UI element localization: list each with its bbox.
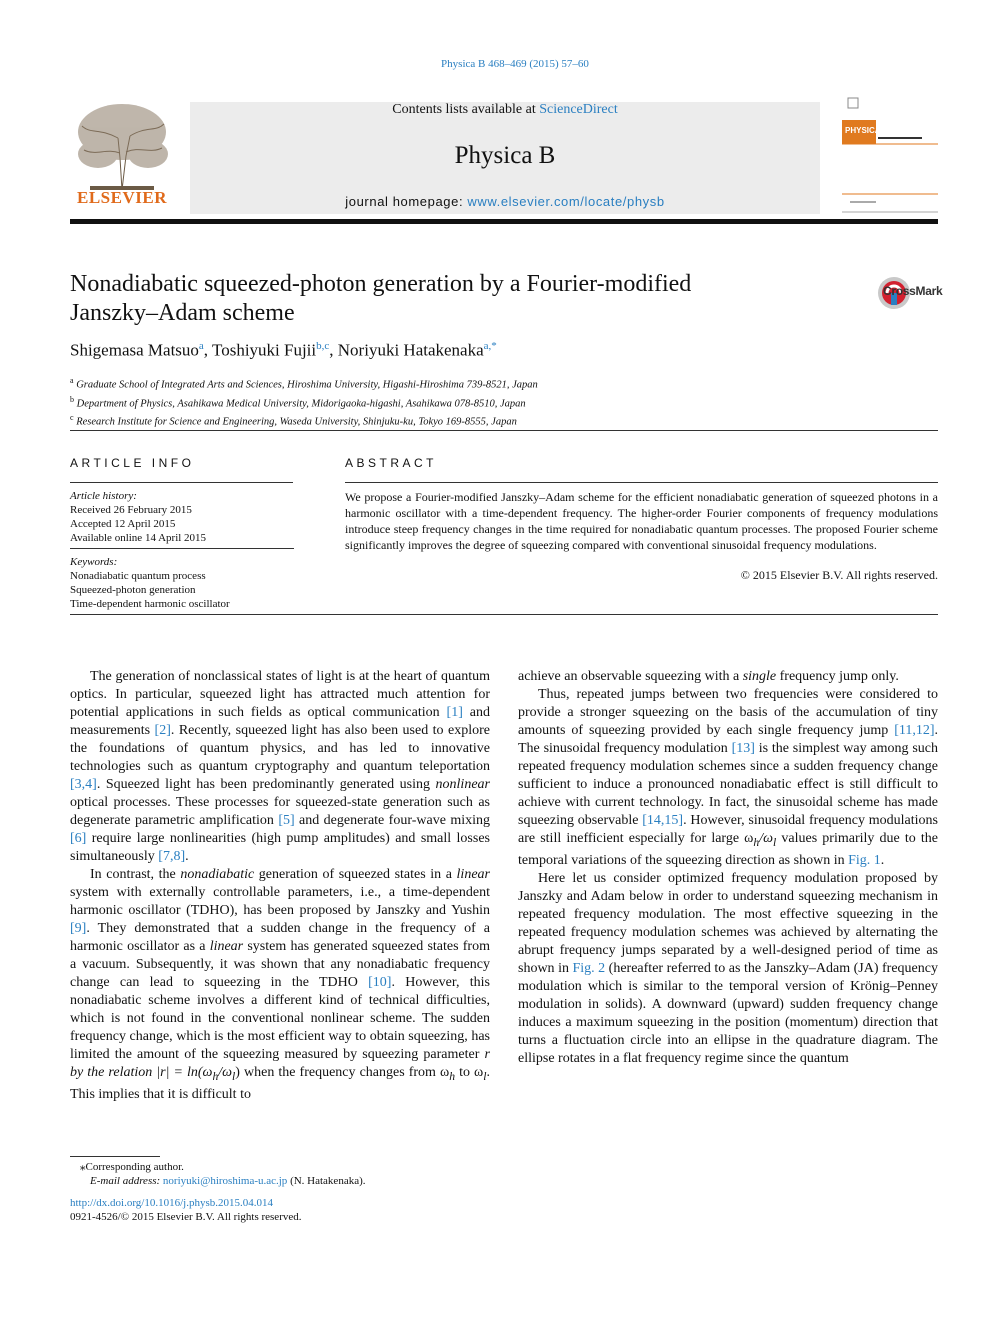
email-link[interactable]: noriyuki@hiroshima-u.ac.jp: [162, 1175, 288, 1187]
body-column-right: [518, 668, 938, 1068]
footnotes: [70, 1160, 490, 1224]
text-run: ) when the frequency changes from ω: [235, 1065, 450, 1080]
reference-link[interactable]: [3,4]: [70, 777, 97, 792]
abstract-heading: ABSTRACT: [345, 456, 438, 470]
doi-link[interactable]: http://dx.doi.org/10.1016/j.physb.2015.04.014: [70, 1197, 274, 1209]
text-run: and degenerate four-wave mixing: [294, 813, 490, 828]
sciencedirect-link[interactable]: ScienceDirect: [539, 102, 618, 117]
emphasis: nonadiabatic: [180, 867, 255, 882]
author-name[interactable]: Shigemasa Matsuo: [70, 340, 199, 360]
reference-link[interactable]: [9]: [70, 921, 87, 936]
paragraph: [518, 686, 938, 870]
text-run: and measurements: [70, 705, 490, 738]
accepted-date: Accepted 12 April 2015: [70, 518, 176, 530]
received-date: Received 26 February 2015: [70, 504, 192, 516]
article-info-heading: ARTICLE INFO: [70, 456, 195, 470]
reference-link[interactable]: [13]: [731, 741, 755, 756]
math-expression: /ω: [218, 1065, 233, 1080]
body-column-left: [70, 668, 490, 1104]
homepage-link[interactable]: www.elsevier.com/locate/physb: [467, 194, 665, 209]
corresponding-author-note: ⁎Corresponding author.: [80, 1161, 184, 1173]
math-subscript: h: [449, 1069, 456, 1083]
reference-link[interactable]: [5]: [278, 813, 295, 828]
header-divider: [70, 430, 938, 431]
text-run: values primarily due to the temporal variations of the squeezing direction as shown in: [518, 831, 938, 868]
doi-line: [70, 1196, 490, 1210]
author-name[interactable]: Toshiyuki Fujii: [212, 340, 317, 360]
author-name[interactable]: Noriyuki Hatakenaka: [337, 340, 484, 360]
cover-title: PHYSICA: [845, 126, 881, 135]
text-run: generation of squeezed states in a: [254, 867, 457, 882]
keyword: Nonadiabatic quantum process: [70, 570, 206, 582]
paragraph: [70, 668, 490, 866]
journal-banner: [190, 102, 820, 214]
author-separator: ,: [203, 340, 212, 360]
text-run: system with externally controllable parameters, i.e., a time-dependent harmonic oscillator (TDHO), has been proposed by Janszky and Yushin: [70, 885, 490, 918]
affiliation-marker: b: [70, 394, 74, 404]
journal-citation[interactable]: Physica B 468–469 (2015) 57–60: [441, 58, 589, 70]
text-run: Here let us consider optimized frequency modulation proposed by Janszky and Adam below in order to understand squeezing mechanism in repeated frequency modulation. The most effective squeezing in the repeated frequency modulation schemes was achieved by alternating the abrupt frequency jumps separated by a well-designed period of time as shown in: [518, 870, 938, 976]
text-run: system has generated squeezed states from a vacuum. Subsequently, it was shown that any nonadiabatic frequency change can lead to squeezing in the TDHO: [70, 939, 490, 990]
keyword: Time-dependent harmonic oscillator: [70, 598, 230, 610]
math-subscript: l: [773, 835, 777, 849]
reference-link[interactable]: [10]: [368, 975, 392, 990]
title-line-2: Janszky–Adam scheme: [70, 300, 295, 326]
journal-masthead: [70, 92, 938, 216]
math-symbol: r: [484, 1047, 490, 1062]
abstract-copyright: © 2015 Elsevier B.V. All rights reserved.: [740, 568, 938, 582]
text-run: . Squeezed light has been predominantly generated using: [96, 777, 436, 792]
keyword: Squeezed-photon generation: [70, 584, 196, 596]
reference-link[interactable]: [11,12]: [894, 723, 935, 738]
reference-link[interactable]: [7,8]: [158, 849, 186, 864]
text-run: is the simplest way among such repeated frequency modulation schemes since a sudden frequency change sufficient to induce a pronounced nonadiabatic effect is still difficult to achieve with current technology. In fact, the sinusoidal scheme has made squeezing observable: [518, 741, 938, 828]
affiliation: [70, 393, 930, 412]
text-run: require large nonlinearities (high pump amplitudes) and small losses simultaneously: [70, 831, 490, 864]
email-label: E-mail address:: [90, 1175, 163, 1187]
text-run: optical processes. These processes for squeezed-state generation such as degenerate parametric amplification: [70, 795, 490, 828]
affiliation-marker: a: [70, 376, 74, 385]
author-list: [70, 340, 930, 361]
text-run: . They demonstrated that a sudden change in the frequency of a harmonic oscillator as a: [70, 921, 490, 954]
text-run: . However, this nonadiabatic scheme involves a different kind of technical difficulties, which is not found in the conventional nonlinear scheme. The sudden frequency change, which is the most efficient way to obtain squeezing, has limited the amount of the squeezing measured by squeezing parameter: [70, 975, 490, 1062]
math-subscript: h: [212, 1069, 219, 1083]
figure-link[interactable]: Fig. 2: [572, 960, 606, 976]
author-affil-marker[interactable]: a: [198, 340, 204, 352]
article-info: [70, 489, 294, 611]
emphasis: linear: [209, 939, 244, 954]
affiliation-text: Graduate School of Integrated Arts and Sciences, Hiroshima University, Higashi-Hiroshima 739-8521, Japan: [76, 379, 538, 391]
info-rule-top: [70, 482, 293, 483]
footnote-rule: [70, 1156, 160, 1157]
text-run: frequency jump only.: [776, 669, 899, 684]
reference-link[interactable]: [1]: [446, 705, 463, 720]
text-run: achieve an observable squeezing with a: [518, 669, 743, 684]
abstract-rule-bottom: [70, 614, 938, 615]
journal-cover-thumbnail: [842, 96, 938, 214]
crossmark-label[interactable]: CrossMark: [883, 284, 943, 298]
paragraph: [70, 866, 490, 1104]
email-note: [70, 1174, 490, 1188]
affiliation-marker: c: [70, 413, 74, 422]
text-run: The generation of nonclassical states of light is at the heart of quantum optics. In particular, squeezed light has attracted much attention for potential applications in such fields as optical communication: [70, 669, 490, 720]
affiliation-list: [70, 374, 930, 430]
history-label: Article history:: [70, 490, 137, 502]
abstract-rule-top: [345, 482, 938, 483]
elsevier-wordmark: ELSEVIER: [77, 188, 167, 207]
math-subscript: h: [753, 835, 760, 849]
author-affil-marker[interactable]: a,*: [483, 340, 497, 352]
homepage-prefix: journal homepage:: [345, 194, 468, 209]
text-run: .: [880, 852, 885, 868]
reference-link[interactable]: [2]: [154, 723, 171, 738]
text-run: . Recently, squeezed light has also been used to explore the foundations of quantum physics, and has led to innovative technologies such as quantum cryptography and quantum teleportation: [70, 723, 490, 774]
keywords-label: Keywords:: [70, 556, 118, 568]
math-subscript: l: [483, 1069, 487, 1083]
text-run: . However, sinusoidal frequency modulations are still inefficient especially for large ω: [518, 813, 938, 846]
emphasis: linear: [456, 867, 490, 882]
title-line-1: Nonadiabatic squeezed-photon generation by a Fourier-modified: [70, 271, 692, 297]
homepage-line: [190, 194, 820, 209]
text-run: .: [185, 849, 189, 864]
paragraph: [518, 870, 938, 1068]
text-run: to ω: [455, 1065, 484, 1080]
issn-line: 0921-4526/© 2015 Elsevier B.V. All rights reserved.: [70, 1211, 302, 1223]
affiliation: [70, 374, 930, 393]
abstract-text: We propose a Fourier-modified Janszky–Adam scheme for the efficient nonadiabatic generation of squeezed photons in a harmonic oscillator with a time-dependent frequency. The higher-order Fourier components of frequency modulations introduce steep frequency changes in the time required for nonadiabatic quantum processes. The proposed Fourier scheme significantly improves the degree of squeezing compared with conventional sinusoidal frequency modulations.: [345, 490, 938, 552]
info-rule-mid: [70, 548, 294, 549]
author-affil-marker[interactable]: b,c: [316, 340, 330, 352]
math-subscript: l: [232, 1069, 236, 1083]
affiliation-text: Department of Physics, Asahikawa Medical University, Midorigaoka-higashi, Asahikawa 078-8510, Japan: [76, 398, 526, 409]
affiliation: [70, 411, 930, 430]
text-run: In contrast, the: [90, 867, 181, 882]
author-separator: ,: [329, 340, 338, 360]
email-owner: (N. Hatakenaka).: [287, 1175, 366, 1187]
masthead-rule: [70, 219, 938, 224]
paragraph: [518, 668, 938, 686]
math-expression: /ω: [759, 831, 774, 846]
online-date: Available online 14 April 2015: [70, 532, 207, 544]
article-title: [70, 270, 810, 328]
journal-name: Physica B: [454, 142, 556, 169]
contents-line: [190, 102, 820, 118]
text-run: . The sinusoidal frequency modulation: [518, 723, 938, 756]
text-run: . This implies that it is difficult to: [70, 1065, 490, 1102]
affiliation-text: Research Institute for Science and Engineering, Waseda University, Shinjuku-ku, Tokyo 169-8555, Japan: [76, 416, 517, 428]
emphasis: single: [742, 669, 777, 684]
math-expression: by the relation |r| = ln(ω: [70, 1065, 213, 1080]
text-run: (hereafter referred to as the Janszky–Adam (JA) frequency modulation which is similar to the temporal version of Krönig–Penney modulation in solids). A downward (upward) sudden frequency change induces a maximum squeezing in the position (momentum) direction that turns a fluctuation circle into an ellipse in the quadrature diagram. The ellipse rotates in a flat frequency regime since the quantum: [518, 960, 938, 1066]
contents-prefix: Contents lists available at: [392, 102, 540, 117]
reference-link[interactable]: [14,15]: [642, 813, 684, 828]
emphasis: nonlinear: [435, 777, 490, 792]
figure-link[interactable]: Fig. 1: [848, 852, 881, 868]
text-run: Thus, repeated jumps between two frequencies were considered to provide a stronger squeezing on the basis of the accumulation of tiny amounts of squeezing provided by each single frequency jump: [518, 687, 938, 738]
reference-link[interactable]: [6]: [70, 831, 87, 846]
